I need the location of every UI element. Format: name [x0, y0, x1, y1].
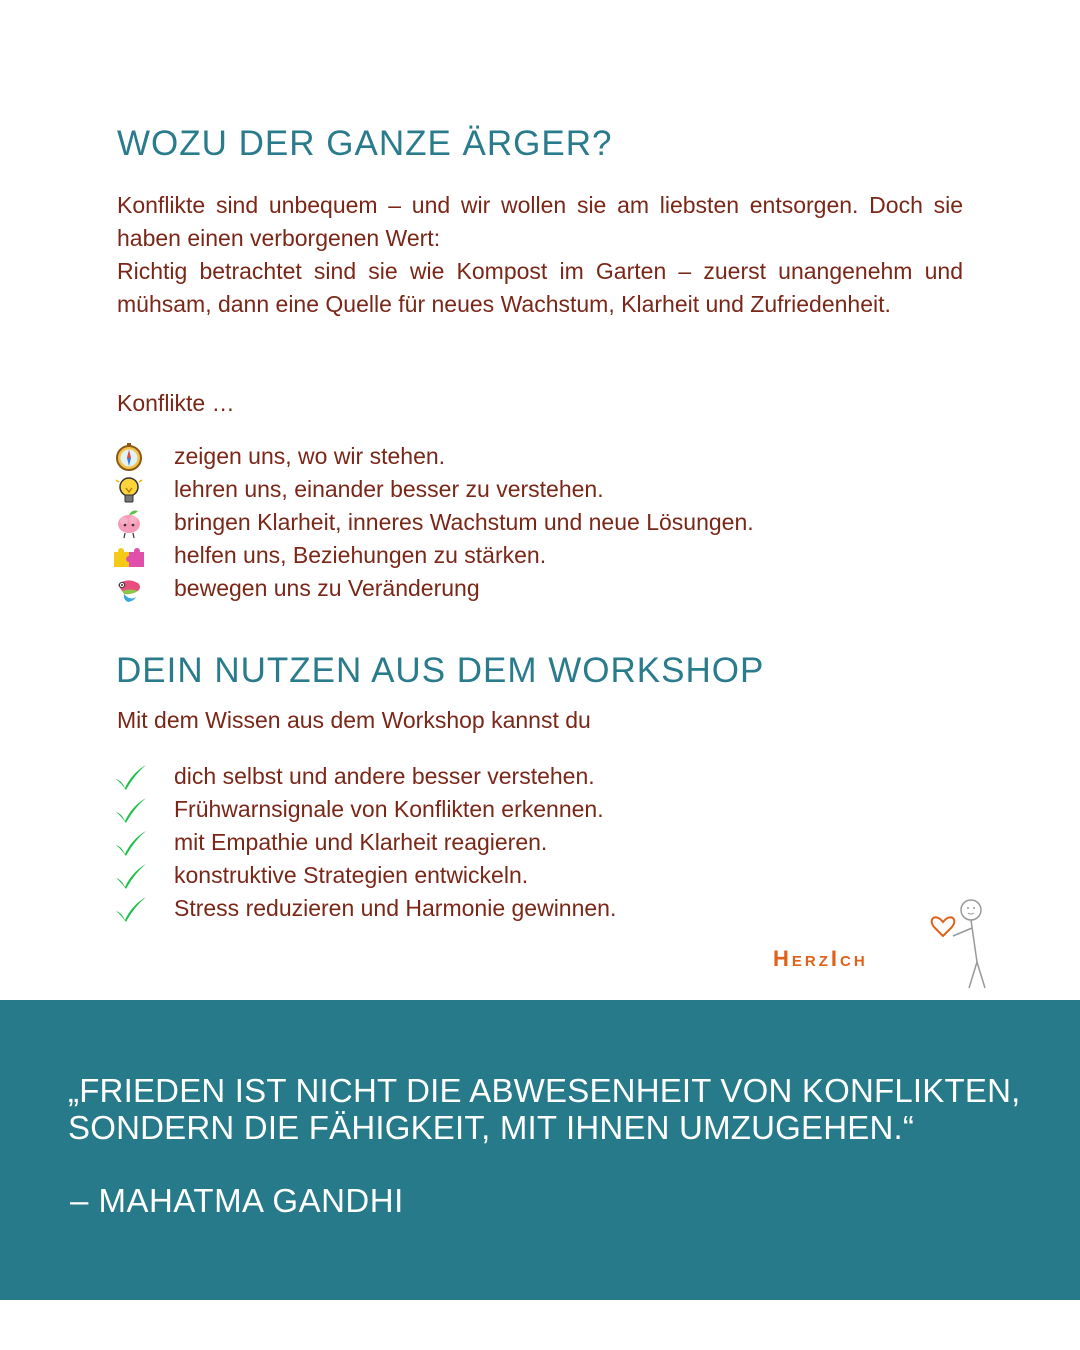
section-title-nutzen: DEIN NUTZEN AUS DEM WORKSHOP	[116, 651, 765, 690]
checkmark-icon	[112, 893, 146, 925]
quote-band	[0, 1000, 1080, 1300]
checkmark-icon	[112, 827, 146, 859]
list-item-text: Stress reduzieren und Harmonie gewinnen.	[174, 895, 617, 921]
puzzle-icon	[112, 540, 146, 572]
list-item	[112, 572, 754, 605]
list-item-text: bringen Klarheit, inneres Wachstum und neue Lösungen.	[174, 509, 754, 535]
list-item-text: lehren uns, einander besser zu verstehen.	[174, 476, 604, 502]
list-item	[112, 859, 616, 892]
konflikte-list	[112, 440, 754, 605]
list-item-text: zeigen uns, wo wir stehen.	[174, 443, 446, 469]
list-item-text: Frühwarnsignale von Konflikten erkennen.	[174, 796, 604, 822]
lightbulb-icon	[112, 474, 146, 506]
quote-author: – MAHATMA GANDHI	[70, 1182, 404, 1219]
compass-icon	[112, 441, 146, 473]
list-item	[112, 473, 754, 506]
list-item-text: bewegen uns zu Veränderung	[174, 575, 480, 601]
workshop-lead: Mit dem Wissen aus dem Workshop kannst du	[117, 707, 591, 733]
list-item	[112, 826, 616, 859]
chameleon-icon	[112, 573, 146, 605]
list-item	[112, 506, 754, 539]
compost-paragraph: Richtig betrachtet sind sie wie Kompost im Garten – zuerst unangenehm und mühsam, dann eine Quelle für neues Wachstum, Klarheit und Zufriedenheit.	[117, 258, 963, 317]
list-item-text: helfen uns, Beziehungen zu stärken.	[174, 542, 547, 568]
intro-paragraph: Konflikte sind unbequem – und wir wollen sie am liebsten entsorgen. Doch sie haben einen verborgenen Wert:	[117, 192, 963, 251]
logo-wordmark: HerzIch	[773, 946, 868, 971]
list-item	[112, 539, 754, 572]
stick-figure-heart-icon	[925, 892, 995, 992]
checkmark-icon	[112, 794, 146, 826]
quote-text: „FRIEDEN IST NICHT DIE ABWESENHEIT VON KONFLIKTEN, SONDERN DIE FÄHIGKEIT, MIT IHNEN UMZUGEHEN.“	[68, 1072, 1021, 1146]
section-title-wozu: WOZU DER GANZE ÄRGER?	[117, 124, 613, 163]
checkmark-icon	[112, 761, 146, 793]
list-item-text: dich selbst und andere besser verstehen.	[174, 763, 595, 789]
benefits-list	[112, 760, 616, 925]
list-item-text: konstruktive Strategien entwickeln.	[174, 862, 529, 888]
konflikte-lead: Konflikte …	[117, 390, 235, 416]
list-item-text: mit Empathie und Klarheit reagieren.	[174, 829, 548, 855]
checkmark-icon	[112, 860, 146, 892]
list-item	[112, 440, 754, 473]
list-item	[112, 793, 616, 826]
list-item	[112, 760, 616, 793]
brain-sprout-icon	[112, 507, 146, 539]
list-item	[112, 892, 616, 925]
